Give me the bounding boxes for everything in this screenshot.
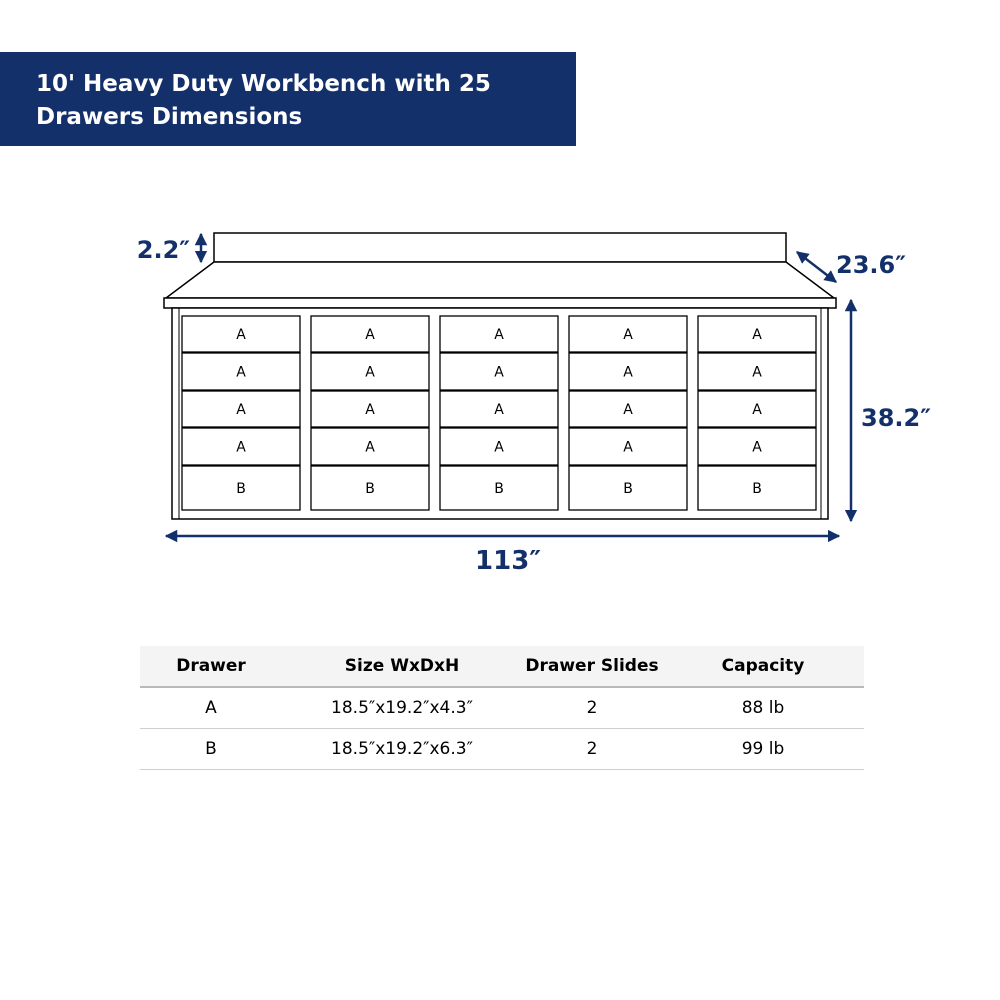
cell-size: 18.5″x19.2″x6.3″	[282, 729, 522, 770]
drawer-label: B	[623, 481, 633, 497]
drawer-specs-table	[140, 646, 864, 770]
backsplash	[214, 233, 786, 262]
title-line-2: Drawers Dimensions	[36, 104, 303, 130]
header-drawer: Drawer	[140, 646, 282, 687]
width-label: 113″	[475, 546, 541, 576]
height-label: 38.2″	[861, 404, 931, 432]
worktop-edge	[164, 298, 836, 308]
cell-size: 18.5″x19.2″x4.3″	[282, 687, 522, 729]
cell-capacity: 88 lb	[662, 687, 864, 729]
drawer-label: A	[236, 364, 246, 381]
drawer-label: A	[236, 402, 246, 418]
backsplash-height-label: 2.2″	[136, 236, 190, 264]
drawer-label: A	[623, 364, 633, 381]
table-row	[140, 687, 864, 729]
drawer-label: A	[236, 327, 246, 343]
header-capacity: Capacity	[662, 646, 864, 687]
drawer-label: A	[752, 402, 762, 418]
cell-drawer: A	[140, 687, 282, 729]
cell-drawer-slides: 2	[522, 687, 662, 729]
drawer-label: A	[623, 439, 633, 456]
drawer-label: A	[623, 327, 633, 343]
cell-drawer: B	[140, 729, 282, 770]
drawer-label: A	[365, 364, 375, 381]
drawer-label: A	[365, 327, 375, 343]
table-header-row	[140, 646, 864, 687]
drawer-label: A	[365, 439, 375, 456]
drawer-label: B	[752, 481, 762, 497]
drawer-label: A	[494, 402, 504, 418]
table-row	[140, 729, 864, 770]
drawer-label: B	[494, 481, 504, 497]
header-drawer-slides: Drawer Slides	[522, 646, 662, 687]
depth-label: 23.6″	[836, 251, 906, 279]
worktop	[166, 262, 834, 298]
drawer-label: A	[752, 327, 762, 343]
drawer-label: A	[236, 439, 246, 456]
drawer-label: A	[752, 364, 762, 381]
drawer-label: A	[623, 402, 633, 418]
drawer-label: A	[365, 402, 375, 418]
cell-capacity: 99 lb	[662, 729, 864, 770]
drawer-label: A	[752, 439, 762, 456]
drawer-label: B	[236, 481, 246, 497]
cell-drawer-slides: 2	[522, 729, 662, 770]
title-line-1: 10' Heavy Duty Workbench with 25	[36, 71, 491, 97]
drawer-label: A	[494, 439, 504, 456]
header-size: Size WxDxH	[282, 646, 522, 687]
drawer-grid	[182, 316, 816, 510]
drawer-label: A	[494, 364, 504, 381]
drawer-label: A	[494, 327, 504, 343]
drawer-label: B	[365, 481, 375, 497]
